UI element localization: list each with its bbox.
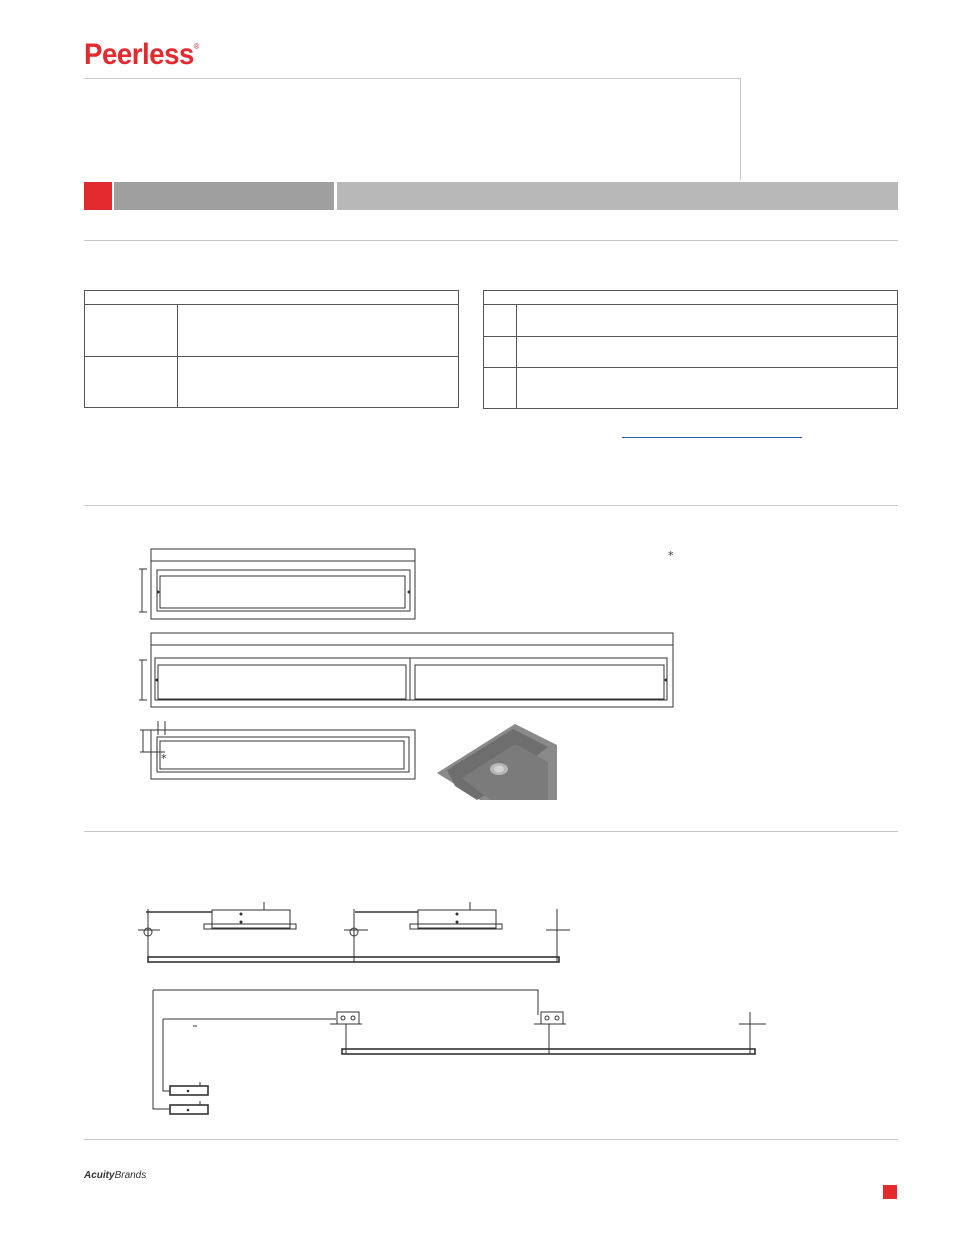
registered-mark: ®: [193, 42, 199, 51]
asterisk-note: *: [668, 549, 674, 562]
suspended-run-upper: [138, 902, 570, 962]
footer-accent-square: [883, 1185, 897, 1199]
logo-text: Peerless: [84, 38, 194, 71]
acuity-brands-logo: [84, 1170, 146, 1181]
suspended-run-lower: [153, 990, 766, 1114]
brands-wordmark: Brands: [114, 1170, 147, 1181]
asterisk-detail: *: [161, 752, 167, 765]
acuity-wordmark: Acuity: [84, 1170, 115, 1181]
